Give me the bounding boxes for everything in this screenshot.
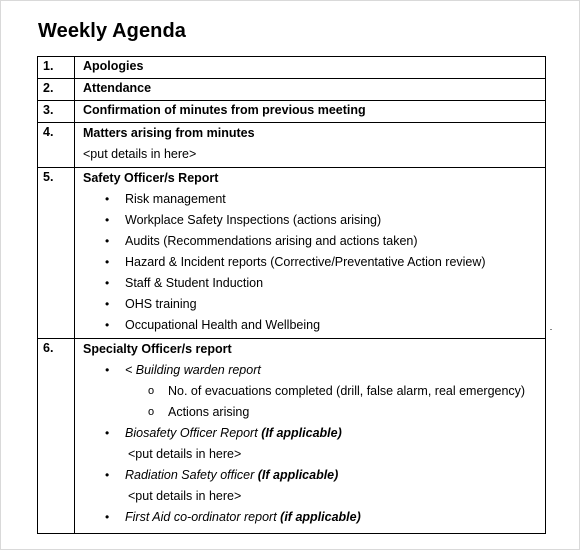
item-number: 2. xyxy=(38,79,75,101)
bullet-item: • < Building warden report xyxy=(83,360,539,381)
agenda-row xyxy=(38,79,546,101)
placeholder-text: <put details in here> xyxy=(83,147,197,161)
agenda-row xyxy=(38,339,546,534)
sub-bullet-item: o No. of evacuations completed (drill, false alarm, real emergency) xyxy=(83,381,539,402)
item-heading: Apologies xyxy=(75,57,546,79)
item-content xyxy=(75,123,546,168)
first-aid-report-label: First Aid co-ordinator report xyxy=(125,510,277,524)
item-number: 5. xyxy=(38,168,75,339)
item-number: 6. xyxy=(38,339,75,534)
item-number: 1. xyxy=(38,57,75,79)
item-content xyxy=(75,168,546,339)
bullet-item: • Audits (Recommendations arising and actions taken) xyxy=(83,231,539,252)
bullet-item xyxy=(83,507,539,528)
bullet-item: • Workplace Safety Inspections (actions arising) xyxy=(83,210,539,231)
bullet-item: • Risk management xyxy=(83,189,539,210)
item-content xyxy=(75,339,546,534)
agenda-row xyxy=(38,168,546,339)
item-heading: Specialty Officer/s report xyxy=(83,342,232,356)
sub-bullet-item: o Actions arising xyxy=(83,402,539,423)
placeholder-text: <put details in here> xyxy=(128,489,242,503)
agenda-row xyxy=(38,57,546,79)
biosafety-report-label: Biosafety Officer Report xyxy=(125,426,258,440)
radiation-report-label: Radiation Safety officer xyxy=(125,468,255,482)
item-heading: Matters arising from minutes xyxy=(83,126,255,140)
agenda-row xyxy=(38,123,546,168)
bullet-item: • Occupational Health and Wellbeing xyxy=(83,315,539,336)
applicability-note: (If applicable) xyxy=(261,426,342,440)
applicability-note: (If applicable) xyxy=(257,468,339,482)
applicability-note: (if applicable) xyxy=(280,510,361,524)
bullet-item: • Hazard & Incident reports (Corrective/Preventative Action review) xyxy=(83,252,539,273)
item-number: 3. xyxy=(38,101,75,123)
item-number: 4. xyxy=(38,123,75,168)
margin-mark xyxy=(550,329,552,330)
agenda-row xyxy=(38,101,546,123)
placeholder-text: <put details in here> xyxy=(128,447,242,461)
bullet-item xyxy=(83,465,539,486)
agenda-table xyxy=(37,56,546,534)
bullet-item: • Staff & Student Induction xyxy=(83,273,539,294)
item-heading: Confirmation of minutes from previous meeting xyxy=(75,101,546,123)
page-title: Weekly Agenda xyxy=(38,20,187,42)
item-heading: Safety Officer/s Report xyxy=(83,171,219,185)
bullet-item xyxy=(83,423,539,444)
item-heading: Attendance xyxy=(75,79,546,101)
bullet-item: • OHS training xyxy=(83,294,539,315)
